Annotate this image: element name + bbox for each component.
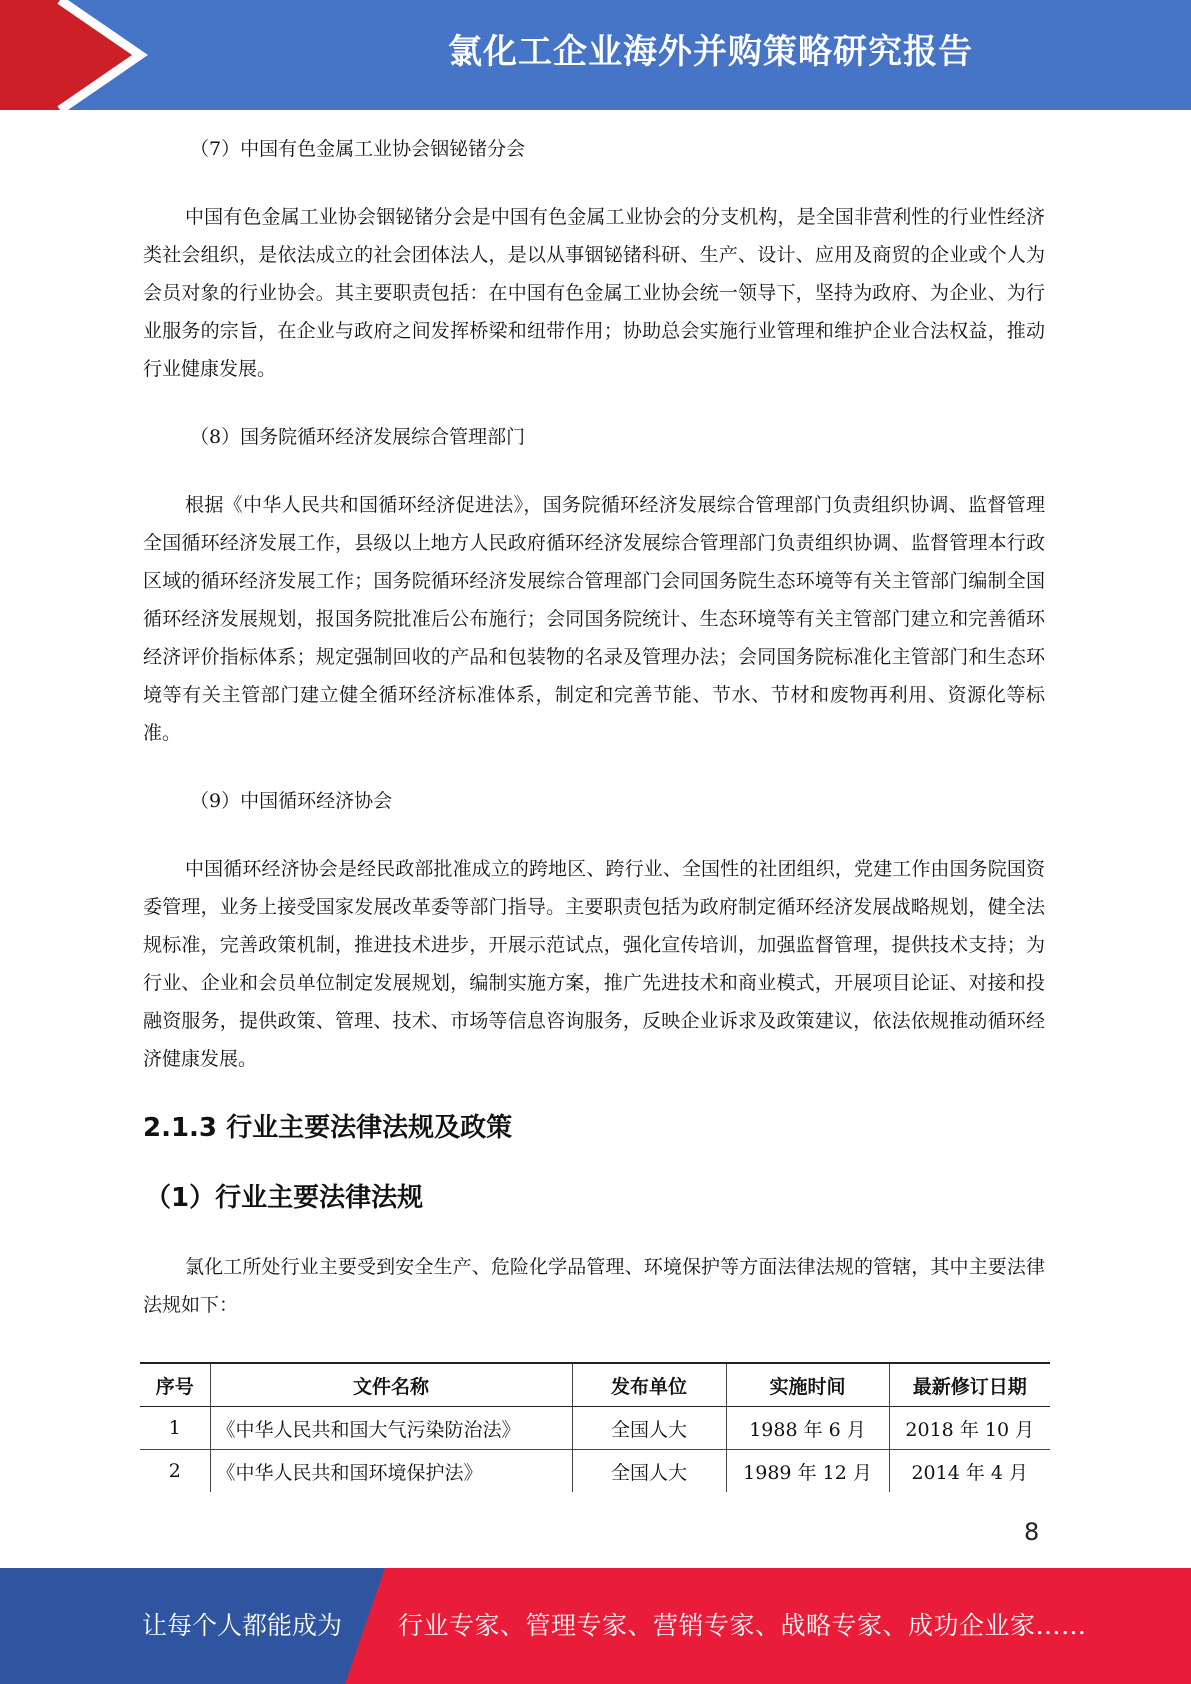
- cell-index: 1: [140, 1407, 210, 1450]
- header-cell: 文件名称: [210, 1363, 572, 1407]
- cell-revised-date: 2018 年 10 月: [889, 1407, 1050, 1450]
- header-red-arrow-shape: [0, 0, 240, 110]
- cell-effective-date: 1989 年 12 月: [726, 1450, 889, 1493]
- page-header: [0, 0, 1191, 110]
- paragraph-8: 根据《中华人民共和国循环经济促进法》，国务院循环经济发展综合管理部门负责组织协调、监督管理全国循环经济发展工作，县级以上地方人民政府循环经济发展综合管理部门负责组织协调、监督管理本行政区域的循环经济发展工作；国务院循环经济发展综合管理部门会同国务院生态环境等有关主管部门编制全国循环经济发展规划，报国务院批准后公布施行；会同国务院统计、生态环境等有关主管部门建立和完善循环经济评价指标体系；规定强制回收的产品和包装物的名录及管理办法；会同国务院标准化主管部门和生态环境等有关主管部门建立健全循环经济标准体系，制定和完善节能、节水、节材和废物再利用、资源化等标准。: [143, 494, 1045, 744]
- cell-issuer: 全国人大: [572, 1407, 726, 1450]
- header-cell: 发布单位: [572, 1363, 726, 1407]
- header-cell: 序号: [140, 1363, 210, 1407]
- cell-revised-date: 2014 年 4 月: [889, 1450, 1050, 1493]
- cell-document-name: 《中华人民共和国大气污染防治法》: [210, 1407, 572, 1450]
- table-row: [140, 1450, 1050, 1493]
- subsection-heading: （1）行业主要法律法规: [145, 1183, 424, 1213]
- header-cell: 实施时间: [726, 1363, 889, 1407]
- intro-paragraph: 氯化工所处行业主要受到安全生产、危险化学品管理、环境保护等方面法律法规的管辖，其中主要法律法规如下：: [143, 1256, 1045, 1316]
- paragraph-7: 中国有色金属工业协会铟铋锗分会是中国有色金属工业协会的分支机构，是全国非营利性的行业性经济类社会组织，是依法成立的社会团体法人，是以从事铟铋锗科研、生产、设计、应用及商贸的企业或个人为会员对象的行业协会。其主要职责包括：在中国有色金属工业协会统一领导下，坚持为政府、为企业、为行业服务的宗旨，在企业与政府之间发挥桥梁和纽带作用；协助总会实施行业管理和维护企业合法权益，推动行业健康发展。: [143, 206, 1045, 380]
- table-row: [140, 1407, 1050, 1450]
- footer-slogan-left: 让每个人都能成为: [142, 1611, 343, 1640]
- table-header-row: [140, 1363, 1050, 1407]
- main-content: [143, 130, 1045, 1324]
- subheading-7: （7）中国有色金属工业协会铟铋锗分会: [190, 138, 526, 160]
- cell-effective-date: 1988 年 6 月: [726, 1407, 889, 1450]
- page-number: 8: [1024, 1518, 1040, 1546]
- footer-slogan-right: 行业专家、管理专家、营销专家、战略专家、成功企业家……: [398, 1611, 1087, 1640]
- page-footer: [0, 1568, 1191, 1684]
- report-title: 氯化工企业海外并购策略研究报告: [448, 32, 973, 72]
- section-heading: 2.1.3 行业主要法律法规及政策: [143, 1113, 513, 1143]
- cell-index: 2: [168, 1460, 181, 1482]
- cell-document-name: 《中华人民共和国环境保护法》: [210, 1450, 572, 1493]
- laws-table: [140, 1362, 1050, 1492]
- subheading-9: （9）中国循环经济协会: [190, 790, 393, 812]
- cell-issuer: 全国人大: [572, 1450, 726, 1493]
- header-cell: 最新修订日期: [889, 1363, 1050, 1407]
- paragraph-9: 中国循环经济协会是经民政部批准成立的跨地区、跨行业、全国性的社团组织，党建工作由国务院国资委管理，业务上接受国家发展改革委等部门指导。主要职责包括为政府制定循环经济发展战略规划，健全法规标准，完善政策机制，推进技术进步，开展示范试点，强化宣传培训，加强监督管理，提供技术支持；为行业、企业和会员单位制定发展规划，编制实施方案，推广先进技术和商业模式，开展项目论证、对接和投融资服务，提供政策、管理、技术、市场等信息咨询服务，反映企业诉求及政策建议，依法依规推动循环经济健康发展。: [143, 858, 1045, 1070]
- subheading-8: （8）国务院循环经济发展综合管理部门: [190, 426, 526, 448]
